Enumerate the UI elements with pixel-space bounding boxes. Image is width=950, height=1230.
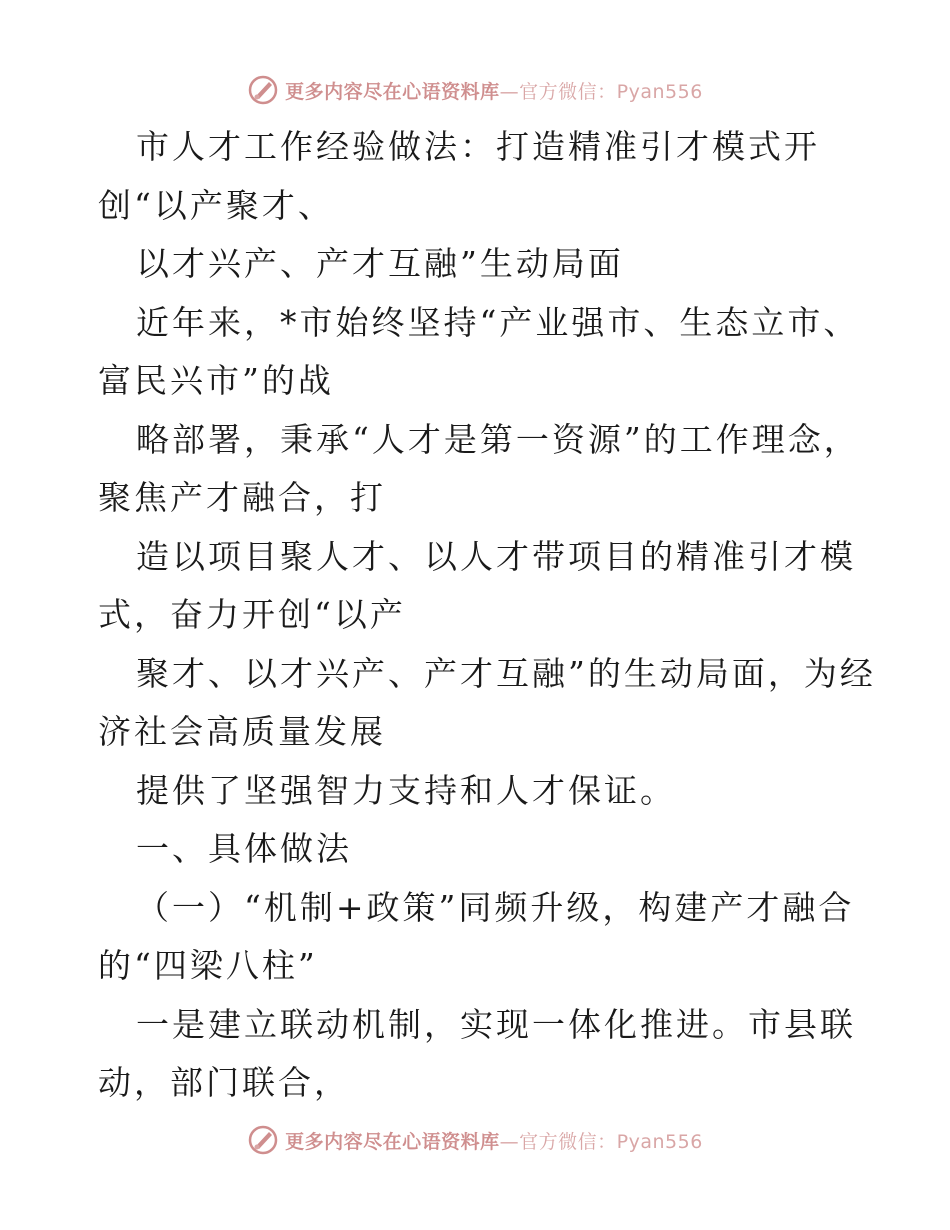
- footer-watermark: [0, 1120, 950, 1160]
- text-line: 聚焦产才融合，打: [98, 478, 386, 517]
- header-watermark: [0, 70, 950, 110]
- watermark-text: 更多内容尽在心语资料库—官方微信：Pyan556: [285, 1130, 703, 1153]
- brush-logo-icon: [247, 1124, 279, 1156]
- text-line: 一是建立联动机制，实现一体化推进。市县联: [136, 1004, 856, 1044]
- text-line: 市人才工作经验做法：打造精准引才模式开: [136, 127, 820, 166]
- text-line: 的“四梁八柱”: [98, 946, 318, 985]
- text-line: 造以项目聚人才、以人才带项目的精准引才模: [136, 536, 856, 576]
- text-line: 式，奋力开创“以产: [98, 595, 406, 634]
- brush-logo-icon: [247, 74, 279, 106]
- text-line: 一、具体做法: [136, 829, 352, 868]
- watermark-text: 更多内容尽在心语资料库—官方微信：Pyan556: [285, 80, 703, 103]
- text-line: （一）“机制+政策”同频升级，构建产才融合: [136, 887, 855, 927]
- text-line: 创“以产聚才、: [98, 185, 334, 225]
- text-line: 近年来，*市始终坚持“产业强市、生态立市、: [136, 302, 860, 342]
- text-line: 聚才、以才兴产、产才互融”的生动局面，为经: [136, 653, 876, 693]
- text-line: 略部署，秉承“人才是第一资源”的工作理念，: [136, 419, 860, 459]
- text-line: 富民兴市”的战: [98, 361, 334, 400]
- document-body: [98, 118, 876, 1113]
- text-line: 提供了坚强智力支持和人才保证。: [136, 770, 676, 810]
- text-line: 以才兴产、产才互融”生动局面: [136, 244, 624, 283]
- text-line: 济社会高质量发展: [98, 712, 386, 751]
- text-line: 动，部门联合，: [98, 1063, 350, 1102]
